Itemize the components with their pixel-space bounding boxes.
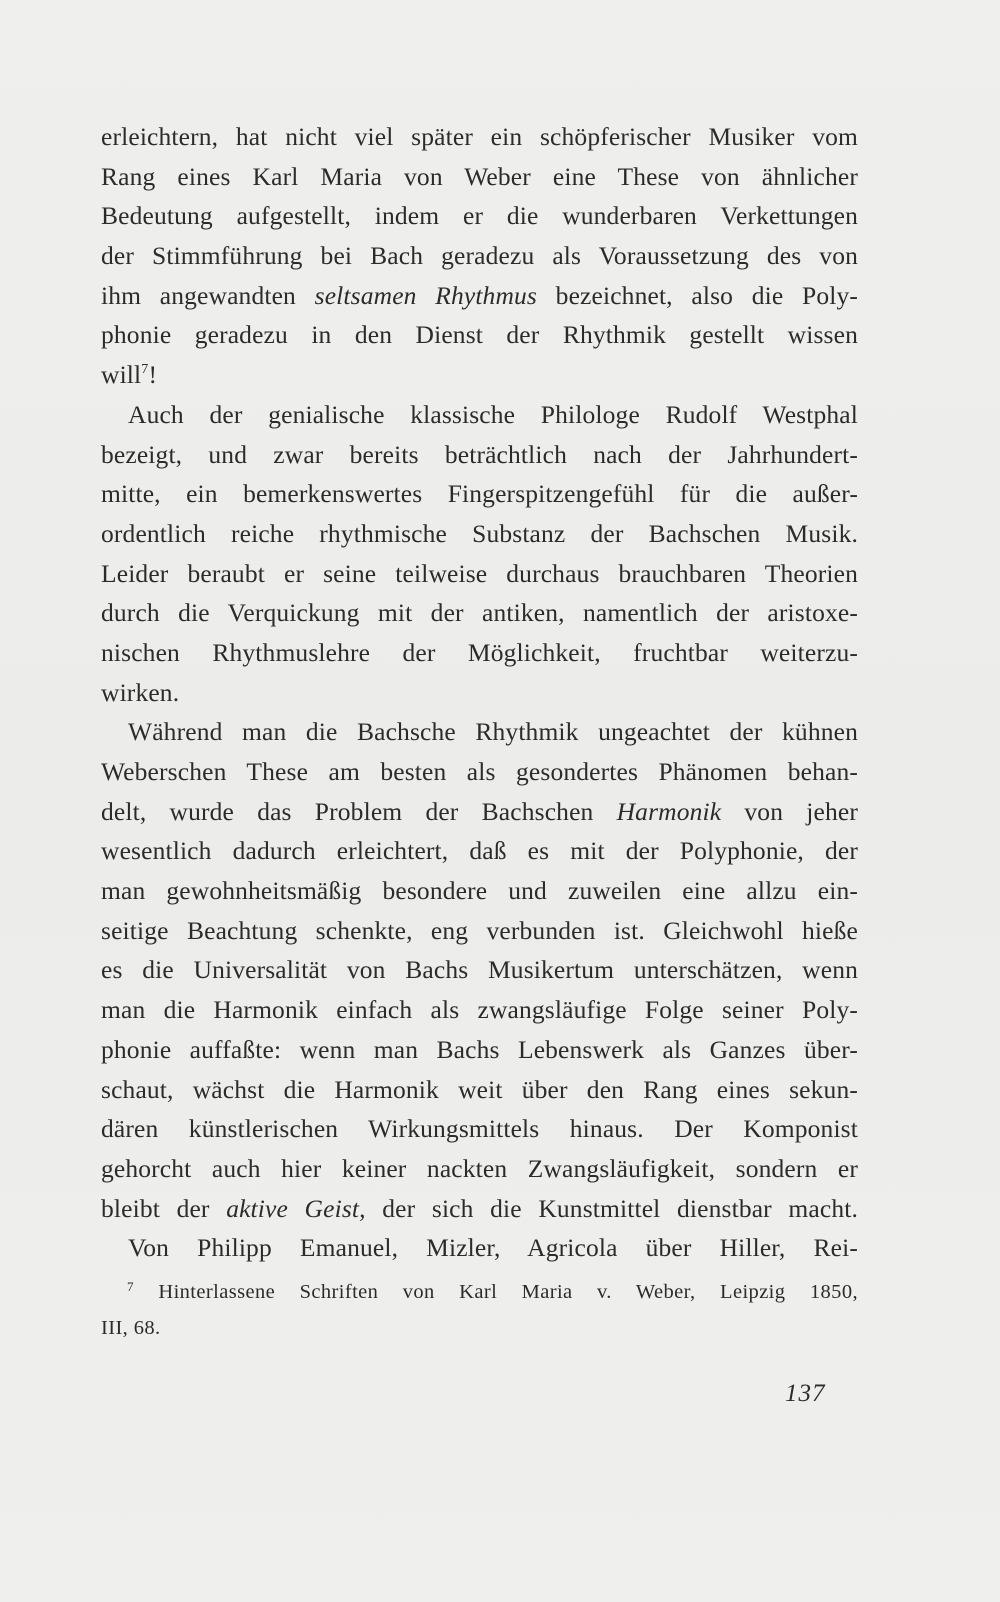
text-line: Bedeutung aufgestellt, indem er die wunderbaren Verkettungen: [101, 201, 858, 231]
text-line: Von Philipp Emanuel, Mizler, Agricola über Hiller, Rei-: [128, 1233, 858, 1263]
text-line: Während man die Bachsche Rhythmik ungeachtet der kühnen: [128, 717, 858, 747]
text-line: erleichtern, hat nicht viel später ein schöpferischer Musiker vom: [101, 122, 858, 151]
text-line: phonie geradezu in den Dienst der Rhythmik gestellt wissen: [101, 320, 858, 350]
footnote-reference: 7: [141, 362, 149, 378]
text-line: Leider beraubt er seine teilweise durchaus brauchbaren Theorien: [101, 558, 858, 588]
text-line: dären künstlerischen Wirkungsmittels hinaus. Der Komponist: [101, 1114, 858, 1144]
body-text: [101, 117, 858, 1268]
text-run: bezeichnet, also die Poly-: [537, 280, 858, 310]
text-line: [101, 276, 858, 316]
text-line: Rang eines Karl Maria von Weber eine These von ähnlicher: [101, 161, 858, 191]
text-line: phonie auffaßte: wenn man Bachs Lebenswerk als Ganzes über-: [101, 1034, 858, 1064]
text-line: schaut, wächst die Harmonik weit über den Rang eines sekun-: [101, 1074, 858, 1104]
text-line: Weberschen These am besten als gesondertes Phänomen behan-: [101, 757, 858, 786]
text-line: Auch der genialische klassische Philologe Rudolf Westphal: [128, 399, 858, 429]
text-line: durch die Verquickung mit der antiken, namentlich der aristoxe-: [101, 598, 858, 628]
italic-emphasis: seltsamen Rhythmus: [314, 280, 537, 310]
text-line: wesentlich dadurch erleichtert, daß es mit der Polyphonie, der: [101, 836, 858, 866]
text-line: gehorcht auch hier keiner nackten Zwangsläufigkeit, sondern er: [101, 1153, 858, 1183]
text-line: wirken.: [101, 677, 180, 707]
footnote-text: Hinterlassene Schriften von Karl Maria v. Weber, Leipzig 1850,: [158, 1281, 858, 1303]
text-run: !: [148, 360, 158, 390]
text-line: mitte, ein bemerkenswertes Fingerspitzengefühl für die außer-: [101, 479, 858, 509]
text-run: von jeher: [721, 796, 858, 826]
italic-emphasis: Harmonik: [616, 796, 722, 826]
text-line: es die Universalität von Bachs Musikertum unterschätzen, wenn: [101, 955, 858, 985]
page-number: 137: [785, 1380, 826, 1407]
footnote-line: III, 68.: [101, 1317, 161, 1339]
text-line: der Stimmführung bei Bach geradezu als Voraussetzung des von: [101, 241, 858, 271]
text-line: man gewohnheitsmäßig besondere und zuweilen eine allzu ein-: [101, 876, 858, 906]
footnote-marker: 7: [127, 1279, 134, 1294]
text-line: bezeigt, und zwar bereits beträchtlich nach der Jahrhundert-: [101, 439, 858, 469]
text-run: ihm angewandten: [101, 280, 315, 310]
text-run: delt, wurde das Problem der Bachschen: [101, 796, 617, 826]
text-line: ordentlich reiche rhythmische Substanz der Bachschen Musik.: [101, 518, 858, 548]
text-line: nischen Rhythmuslehre der Möglichkeit, fruchtbar weiterzu-: [101, 637, 858, 667]
footnote-line: [101, 1274, 858, 1310]
text-run: will: [101, 360, 142, 390]
text-run: der sich die Kunstmittel dienstbar macht.: [365, 1193, 859, 1223]
text-line: [101, 1189, 858, 1229]
text-run: bleibt der: [101, 1193, 227, 1223]
italic-emphasis: aktive Geist,: [226, 1193, 366, 1223]
text-line: [101, 792, 858, 832]
footnote: [101, 1274, 858, 1346]
text-line: man die Harmonik einfach als zwangsläufige Folge seiner Poly-: [101, 995, 858, 1025]
text-line: seitige Beachtung schenkte, eng verbunden ist. Gleichwohl hieße: [101, 915, 858, 945]
text-line: [101, 355, 858, 395]
